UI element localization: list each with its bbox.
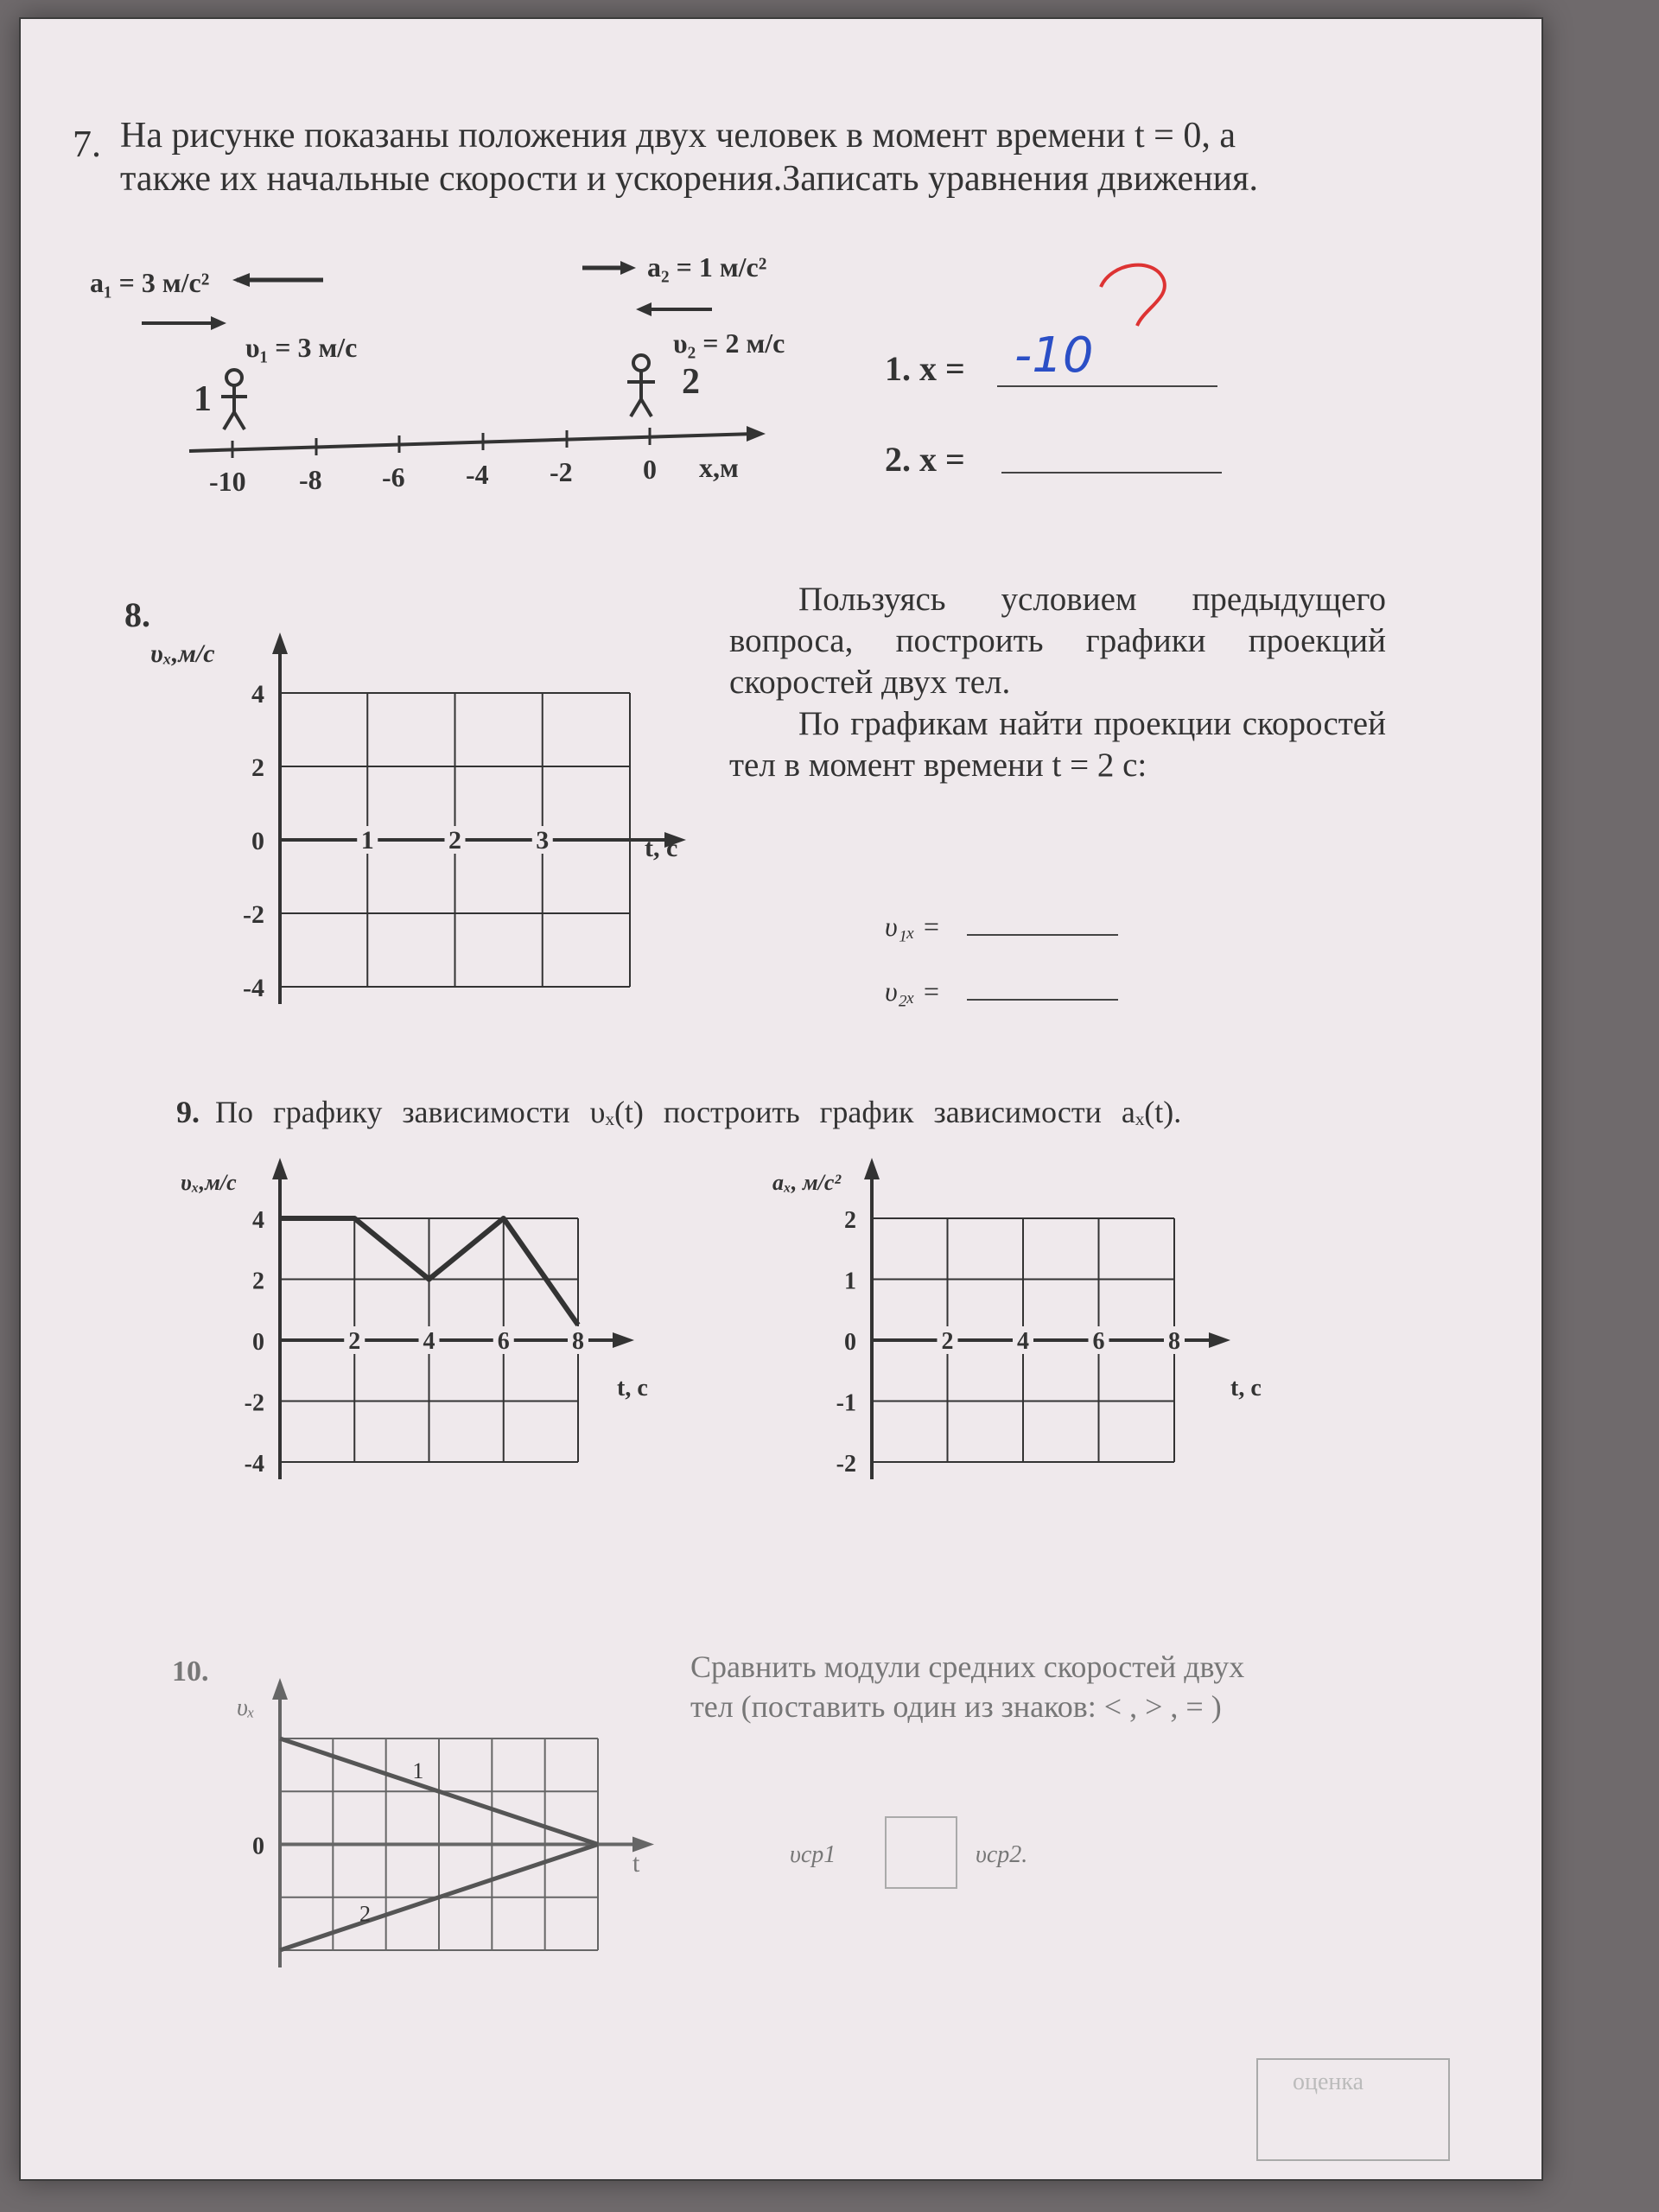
q10-y-axis-label: υₓ [237,1694,255,1721]
a2-label: a₂ = 1 м/с² [647,251,767,283]
q10-velocity-chart [21,19,1541,2179]
x-axis-label: x,м [699,452,739,483]
q10-text-line1: Сравнить модули средних скоростей двух [690,1649,1245,1684]
q9a-x-axis-label: t, с [617,1375,648,1402]
a1-label: a₁ = 3 м/с² [90,267,210,298]
worksheet [19,17,1543,2181]
y-tick-label: 0 [251,827,264,855]
grade-box[interactable] [1256,2058,1450,2161]
q7-text-line2: также их начальные скорости и ускорения.Записать уравнения движения. [120,159,1258,199]
x-tick-label: 0 [643,454,657,485]
q9-text: По графику зависимости υₓ(t) построить график зависимости aₓ(t). [215,1095,1182,1129]
x-tick-label: -4 [466,459,489,490]
vcp2-label: υср2. [976,1841,1028,1868]
x-tick-label: -8 [299,464,322,495]
y-tick-label: 2 [844,1207,856,1234]
y-axis-arrow [272,1678,288,1700]
comparison-answer-box[interactable] [885,1816,957,1889]
y-tick-label: -2 [244,1389,264,1417]
x-tick-label: 3 [536,826,550,855]
person-1-label: 1 [194,379,212,419]
y-tick-label: 0 [844,1329,856,1356]
q7-number: 7. [73,123,101,165]
x-tick-label: 4 [423,1328,435,1355]
q9b-y-axis-label: aₓ, м/с² [772,1170,842,1195]
x-tick-label: 4 [1017,1328,1029,1355]
q8-para1: Пользуясь условием предыдущего вопроса, построить графики проекций скоростей двух тел. [729,581,1386,701]
y-tick-label: 4 [251,680,264,709]
q9b-x-axis-label: t, с [1230,1375,1262,1402]
q10-x-axis-label: t [632,1849,640,1878]
x-tick-label: 6 [1092,1328,1105,1355]
q8-para2: По графикам найти проекции скоростей тел в момент времени t = 2 с: [729,705,1386,784]
x-tick-label: -6 [382,461,405,493]
y-tick-label: -4 [244,1451,264,1478]
person-2-label: 2 [682,362,700,402]
x-tick-label: -2 [550,456,573,487]
vcp1-label: υср1 [790,1841,836,1868]
x-tick-label: 2 [348,1328,361,1355]
x-tick-label: 1 [360,826,374,855]
series-label: 1 [412,1758,424,1783]
v2-label: υ₂ = 2 м/с [673,327,785,359]
y-tick-label: -2 [243,900,264,929]
q8-number: 8. [124,595,150,634]
series-label: 2 [359,1901,371,1927]
y-tick-label: 2 [251,753,264,782]
y-tick-label: 1 [844,1268,856,1295]
grade-label: оценка [1293,2069,1364,2095]
y-tick-label: -2 [836,1451,856,1478]
q8-y-axis-label: υₓ,м/с [150,639,215,668]
q10-text-line2: тел (поставить один из знаков: < , > , = ) [690,1689,1222,1724]
y-tick-label: 0 [252,1833,264,1860]
eq1-handwritten-answer: -10 [1014,327,1094,384]
x-tick-label: -10 [209,466,246,497]
q8-x-axis-label: t, с [645,834,678,862]
q9-number: 9. [176,1095,200,1129]
x-tick-label: 2 [448,826,461,855]
q7-text-line1: На рисунке показаны положения двух человек в момент времени t = 0, а [120,116,1236,156]
eq1-label: 1. x = [885,349,965,388]
v1-label: υ₁ = 3 м/с [245,332,358,363]
q9a-y-axis-label: υₓ,м/с [181,1170,237,1195]
y-tick-label: -4 [243,974,264,1002]
y-tick-label: 2 [252,1268,264,1295]
x-tick-label: 6 [497,1328,510,1355]
x-tick-label: 8 [1168,1328,1180,1355]
eq2-label: 2. x = [885,440,965,479]
x-tick-label: 8 [572,1328,584,1355]
y-tick-label: 4 [252,1207,264,1234]
v2x-label: υ₂ₓ = [885,976,941,1007]
y-tick-label: 0 [252,1329,264,1356]
q10-number: 10. [172,1656,209,1688]
v1x-label: υ₁ₓ = [885,911,941,942]
y-tick-label: -1 [836,1389,856,1417]
x-tick-label: 2 [941,1328,954,1355]
